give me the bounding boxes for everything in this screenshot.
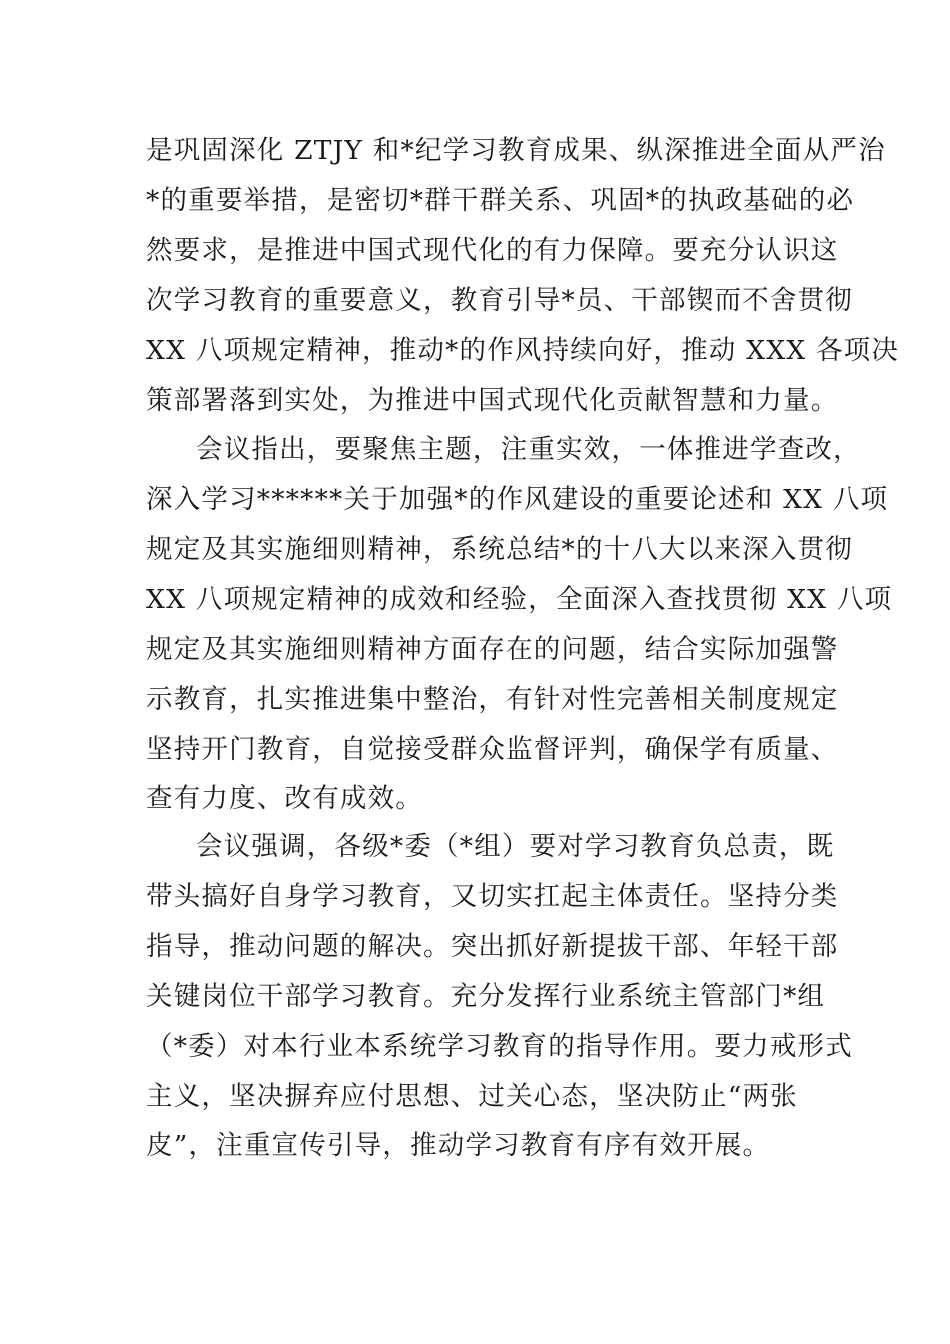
text-line: 深入学习******关于加强*的作风建设的重要论述和 XX 八项 bbox=[146, 484, 889, 515]
text-line: 主义，坚决摒弃应付思想、过关心态，坚决防止“两张 bbox=[146, 1081, 798, 1112]
text-line: 次学习教育的重要意义，教育引导*员、干部锲而不舍贯彻 bbox=[146, 285, 853, 316]
text-line: 规定及其实施细则精神，系统总结*的十八大以来深入贯彻 bbox=[146, 534, 853, 565]
text-line: 规定及其实施细则精神方面存在的问题，结合实际加强警 bbox=[146, 634, 839, 665]
text-line: （*委）对本行业本系统学习教育的指导作用。要力戒形式 bbox=[146, 1031, 853, 1062]
text-line: 策部署落到实处，为推进中国式现代化贡献智慧和力量。 bbox=[146, 385, 839, 416]
text-line: 坚持开门教育，自觉接受群众监督评判，确保学有质量、 bbox=[146, 734, 839, 765]
text-line: 会议强调，各级*委（*组）要对学习教育负总责，既 bbox=[196, 831, 835, 862]
text-line: 带头搞好自身学习教育，又切实扛起主体责任。坚持分类 bbox=[146, 881, 839, 912]
text-line: 查有力度、改有成效。 bbox=[146, 783, 423, 814]
text-line: *的重要举措，是密切*群干群关系、巩固*的执政基础的必 bbox=[146, 185, 855, 216]
text-line: 是巩固深化 ZTJY 和*纪学习教育成果、纵深推进全面从严治 bbox=[146, 135, 886, 166]
text-line: XX 八项规定精神，推动*的作风持续向好，推动 XXX 各项决 bbox=[146, 335, 900, 366]
text-line: 示教育，扎实推进集中整治，有针对性完善相关制度规定 bbox=[146, 684, 839, 715]
text-line: 会议指出，要聚焦主题，注重实效，一体推进学查改， bbox=[196, 434, 861, 465]
text-line: 皮”，注重宣传引导，推动学习教育有序有效开展。 bbox=[146, 1130, 771, 1161]
text-line: 关键岗位干部学习教育。充分发挥行业系统主管部门*组 bbox=[146, 981, 826, 1012]
text-line: 指导，推动问题的解决。突出抓好新提拔干部、年轻干部 bbox=[146, 931, 839, 962]
text-line: 然要求，是推进中国式现代化的有力保障。要充分认识这 bbox=[146, 235, 839, 266]
text-line: XX 八项规定精神的成效和经验，全面深入查找贯彻 XX 八项 bbox=[146, 584, 893, 615]
